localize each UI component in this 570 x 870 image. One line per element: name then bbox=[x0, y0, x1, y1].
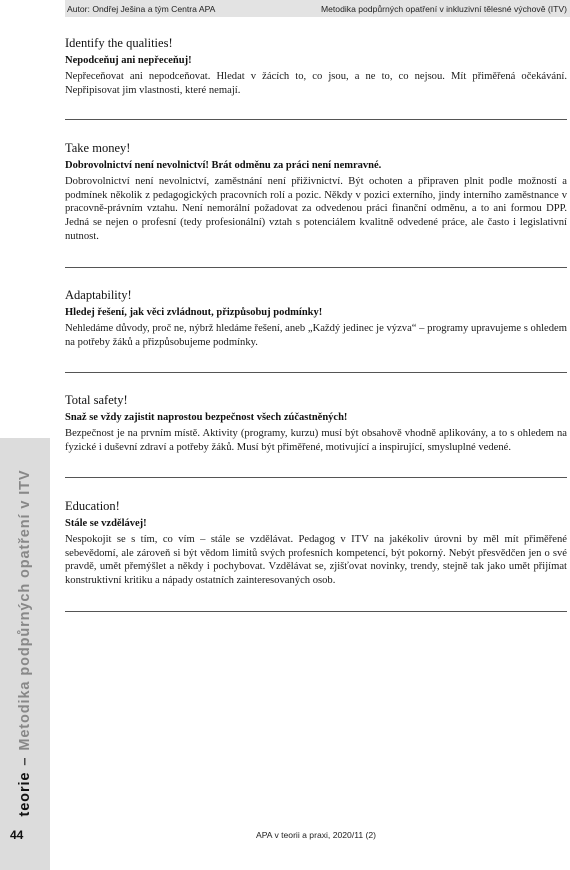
section-divider bbox=[65, 477, 567, 478]
section-body: Dobrovolnictví není nevolnictví, zaměstnání není přiživnictví. Být ochoten a připraven plnit podle možností a podmínek několik z pedagogických pracovních rolí a pozic. Někdy v pozici externího, jindy interního zaměstnance v pracovně-právním vztahu. Není nemorální požadovat za odvedenou práci finanční odměnu, a to ani formou DPP. Jedná se nejen o profesní (tedy profesionální) vztah s potenciálem kvalitně odvedené práce, ale často i legislativní nutnost. bbox=[65, 176, 567, 242]
section-body: Nehledáme důvody, proč ne, nýbrž hledáme řešení, aneb „Každý jedinec je výzva“ – programy upravujeme s ohledem na potřeby žáků a přizpůsobujeme podmínky. bbox=[65, 323, 567, 348]
section-identify-the-qualities bbox=[65, 36, 567, 97]
section-total-safety bbox=[65, 393, 567, 454]
section-take-money bbox=[65, 141, 567, 244]
side-tab-label bbox=[17, 469, 33, 816]
section-title: Adaptability! bbox=[65, 288, 132, 302]
section-subtitle: Dobrovolnictví není nevolnictví! Brát odměnu za práci není nemravné. bbox=[65, 160, 382, 171]
section-subtitle: Nepodceňuj ani nepřeceňuj! bbox=[65, 55, 192, 66]
side-tab-keyword: teorie bbox=[17, 771, 33, 817]
section-subtitle: Stále se vzdělávej! bbox=[65, 518, 147, 529]
running-header bbox=[65, 0, 570, 17]
section-title: Education! bbox=[65, 499, 120, 513]
side-tab-dash: – bbox=[17, 756, 33, 766]
section-education bbox=[65, 499, 567, 588]
page-number: 44 bbox=[10, 828, 24, 842]
section-divider bbox=[65, 119, 567, 120]
header-author: Autor: Ondřej Ješina a tým Centra APA bbox=[67, 3, 216, 14]
section-divider bbox=[65, 372, 567, 373]
section-title: Identify the qualities! bbox=[65, 36, 173, 50]
section-adaptability bbox=[65, 288, 567, 349]
section-subtitle: Hledej řešení, jak věci zvládnout, přizpůsobuj podmínky! bbox=[65, 307, 323, 318]
section-body: Nespokojit se s tím, co vím – stále se vzdělávat. Pedagog v ITV na jakékoliv úrovni by měl mít přiměřené sebevědomí, ale zároveň si být vědom limitů svých profesních kompetencí, být pokorný. Nebýt přesvědčen jen o své pravdě, umět přemýšlet a někdy i pochybovat. Vzdělávat se, zjišťovat novinky, trendy, stejně tak jako umět přijímat konstruktivní kritiku a nápady ostatních zainteresovaných osob. bbox=[65, 534, 567, 587]
section-title: Total safety! bbox=[65, 393, 128, 407]
section-subtitle: Snaž se vždy zajistit naprostou bezpečnost všech zúčastněných! bbox=[65, 412, 348, 423]
header-title: Metodika podpůrných opatření v inkluzivní tělesné výchově (ITV) bbox=[320, 3, 567, 14]
section-title: Take money! bbox=[65, 141, 131, 155]
running-footer: APA v teorii a praxi, 2020/11 (2) bbox=[255, 830, 377, 840]
section-divider bbox=[65, 267, 567, 268]
section-body: Nepřeceňovat ani nepodceňovat. Hledat v žácích to, co jsou, a ne to, co nejsou. Mít přiměřená očekávání. Nepřipisovat jim vlastnosti, které nemají. bbox=[65, 71, 567, 96]
side-tab-title: Metodika podpůrných opatření v ITV bbox=[17, 469, 33, 751]
section-body: Bezpečnost je na prvním místě. Aktivity (programy, kurzu) musí být obsahově vhodně aplikovány, a to s ohledem na fyzické i duševní zdraví a potřeby žáků. Musí být přiměřené, motivující a inspirující, smysluplné vedené. bbox=[65, 428, 567, 453]
section-divider bbox=[65, 611, 567, 612]
